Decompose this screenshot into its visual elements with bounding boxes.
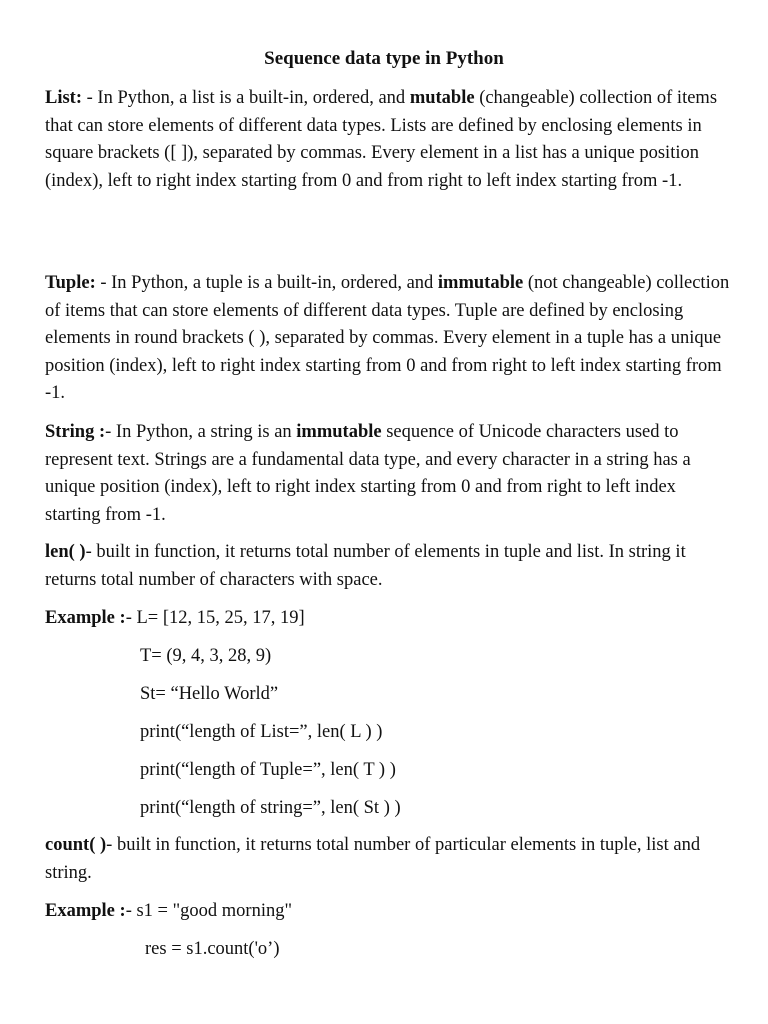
string-paragraph	[45, 419, 735, 529]
list-text-2: (changeable) collection of items that can store elements of different data types. Lists are defined by enclosing elements in square brackets ([ ]), separated by commas. Every element in a list has a unique position (index), left to right index starting from 0 and from right to left index starting from -1.	[45, 88, 718, 191]
count-text: - built in function, it returns total number of particular elements in tuple, list and string.	[45, 835, 701, 883]
example-1-code-line: St= “Hello World”	[140, 684, 279, 704]
example-2-code-line: res = s1.count('o’)	[145, 939, 280, 959]
tuple-bold-term: immutable	[437, 273, 524, 293]
len-text: - built in function, it returns total number of elements in tuple and list. In string it returns total number of characters with space.	[45, 542, 686, 590]
tuple-paragraph	[45, 270, 735, 408]
list-text-1: - In Python, a list is a built-in, ordered, and	[82, 88, 410, 108]
tuple-label: Tuple:	[45, 273, 96, 293]
example-1-label: Example :	[45, 608, 126, 628]
len-label: len( )	[45, 542, 86, 562]
example-1-code-line: print(“length of string=”, len( St ) )	[140, 798, 401, 818]
list-bold-term: mutable	[409, 88, 475, 108]
string-text-2: sequence of Unicode characters used to represent text. Strings are a fundamental data type, and every character in a string has a unique position (index), left to right index starting from 0 and from right to left index starting from -1.	[45, 422, 691, 525]
tuple-text-1: - In Python, a tuple is a built-in, ordered, and	[95, 273, 438, 293]
string-text-1: - In Python, a string is an	[105, 422, 297, 442]
page-title: Sequence data type in Python	[264, 48, 504, 69]
example-1-code-line: T= (9, 4, 3, 28, 9)	[140, 646, 272, 666]
count-label: count( )	[45, 835, 107, 855]
example-2-code-s1: - s1 = "good morning"	[125, 901, 293, 921]
example-2-first-line	[45, 899, 292, 923]
example-1-code-l: - L= [12, 15, 25, 17, 19]	[125, 608, 305, 628]
count-paragraph	[45, 832, 735, 887]
example-1-first-line	[45, 606, 305, 630]
string-bold-term: immutable	[296, 422, 382, 442]
string-label: String :	[45, 422, 106, 442]
len-paragraph	[45, 539, 735, 594]
example-1-code-line: print(“length of Tuple=”, len( T ) )	[140, 760, 396, 780]
tuple-text-2: (not changeable) collection of items that can store elements of different data types. Tuple are defined by enclosing elements in round brackets ( ), separated by commas. Every element in a tuple has a unique position (index), left to right index starting from 0 and from right to left index starting from -1.	[45, 273, 730, 403]
list-label: List:	[45, 88, 82, 108]
example-1-code-line: print(“length of List=”, len( L ) )	[140, 722, 383, 742]
list-paragraph	[45, 85, 735, 195]
example-2-label: Example :	[45, 901, 126, 921]
